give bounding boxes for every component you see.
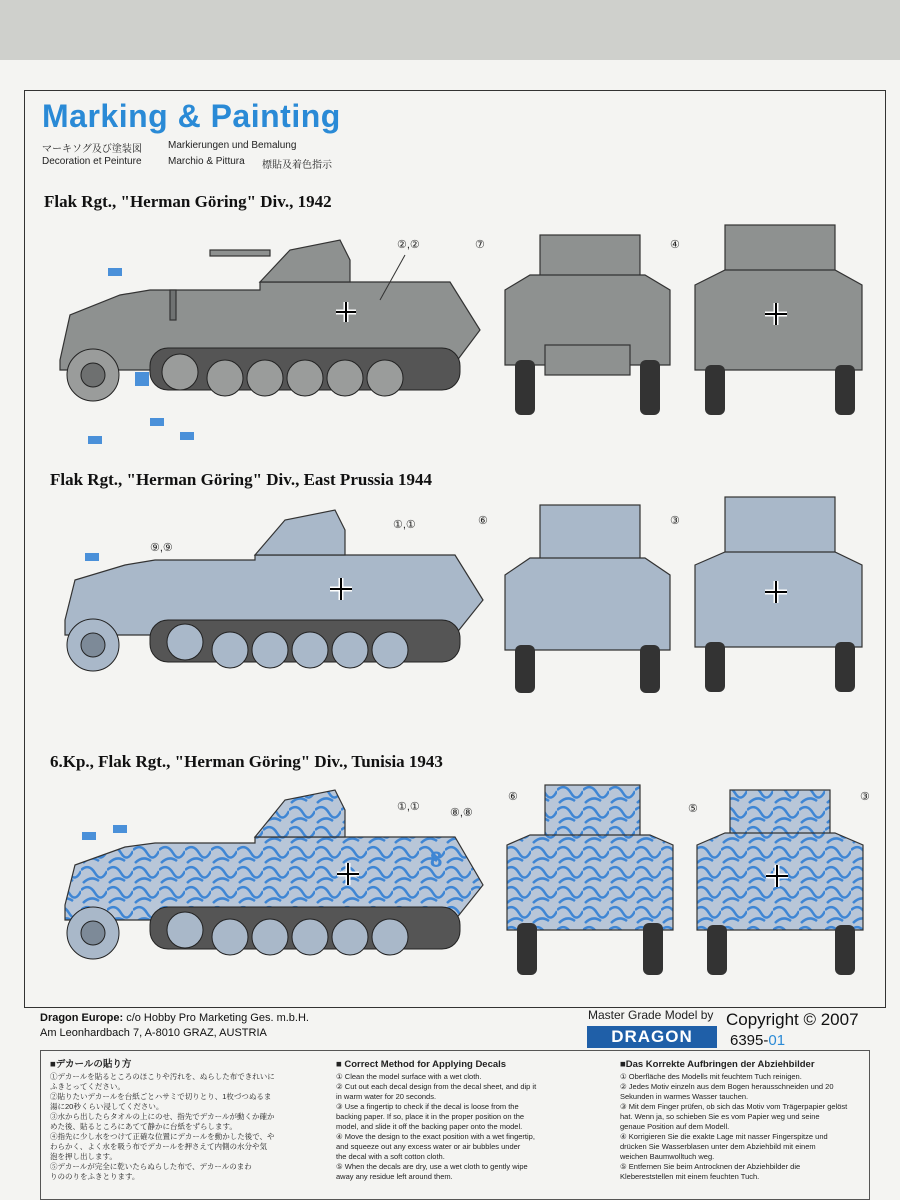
instruction-line: 泡を押し出します。: [50, 1152, 117, 1161]
instruction-line: ④ Korrigieren Sie die exakte Lage mit nasser Fingerspitze und: [620, 1132, 828, 1141]
instruction-line: めた後、貼るところにあてて静かに台紙をずらします。: [50, 1122, 237, 1131]
decal-marker: [108, 268, 122, 276]
variant-1-heading: Flak Rgt., "Herman Göring" Div., 1942: [44, 192, 332, 211]
product-code-suffix: 01: [768, 1032, 786, 1049]
instruction-line: ① Oberfläche des Modells mit feuchtem Tuch reinigen.: [620, 1072, 802, 1081]
instructions-en: [336, 1060, 586, 1182]
instruction-line: ③水から出したらタオルの上にのせ、指先でデカールが動くか確か: [50, 1112, 275, 1121]
svg-text:8: 8: [430, 847, 443, 872]
instruction-line: わらかく、よく水を吸う布でデカールを押さえて内側の水分や気: [50, 1142, 268, 1151]
instructions-ja: [50, 1060, 320, 1182]
callout-decal-1: ①,①: [393, 519, 416, 531]
callout-decal-9: ⑨,⑨: [150, 542, 173, 554]
decal-marker: [180, 432, 194, 440]
instruction-line: drücken Sie Wasserblasen unter dem Abziehbild mit einem: [620, 1142, 816, 1151]
subtitle-ja: マーキソグ及び塗装図: [42, 144, 142, 155]
instruction-line: ふきとってください。: [50, 1082, 125, 1091]
instruction-line: ③ Use a fingertip to check if the decal is loose from the: [336, 1102, 519, 1111]
callout-decal-7: ⑦: [475, 239, 485, 251]
dragon-logo: DRAGON: [587, 1026, 717, 1048]
instruction-line: ③ Mit dem Finger prüfen, ob sich das Motiv vom Trägerpapier gelöst: [620, 1102, 848, 1111]
instruction-line: away any residue left around them.: [336, 1172, 453, 1181]
variant-2-front-view: [500, 500, 675, 695]
subtitle-it: Marchio & Pittura: [168, 156, 245, 167]
instruction-line: 湯に20秒くらい浸してください。: [50, 1102, 164, 1111]
instructions-en-title: ■ Correct Method for Applying Decals: [336, 1059, 507, 1070]
instruction-line: ② Jedes Motiv einzeln aus dem Bogen herausschneiden und 20: [620, 1082, 834, 1091]
instruction-line: ② Cut out each decal design from the decal sheet, and dip it: [336, 1082, 537, 1091]
product-code-main: 6395-: [730, 1032, 769, 1049]
instruction-line: ⑤ Entfernen Sie beim Antrocknen der Abziehbilder die: [620, 1162, 801, 1171]
instruction-line: ①デカールを貼るところのほこりや汚れを、ぬらした布できれいに: [50, 1072, 275, 1081]
callout-decal-6: ⑥: [478, 515, 488, 527]
instruction-line: ④ Move the design to the exact position with a wet fingertip,: [336, 1132, 535, 1141]
variant-3-rear-view: [695, 785, 865, 980]
variant-2-heading: Flak Rgt., "Herman Göring" Div., East Prussia 1944: [50, 470, 433, 489]
instruction-line: and squeeze out any excess water or air bubbles under: [336, 1142, 521, 1151]
instruction-line: the decal with a soft cotton cloth.: [336, 1152, 445, 1161]
callout-decal-6: ⑥: [508, 791, 518, 803]
distributor-name: c/o Hobby Pro Marketing Ges. m.b.H.: [126, 1012, 309, 1024]
callout-decal-4: ④: [670, 239, 680, 251]
variant-1-side-view: [50, 220, 490, 430]
instructions-de-title: ■Das Korrekte Aufbringen der Abziehbilder: [620, 1059, 815, 1070]
instruction-line: hat. Wenn ja, so schieben Sie es vom Papier weg und seine: [620, 1112, 820, 1121]
brand-tagline: Master Grade Model by: [588, 1008, 714, 1022]
subtitle-fr: Decoration et Peinture: [42, 156, 142, 167]
callout-decal-5: ⑤: [688, 803, 698, 815]
instruction-line: ① Clean the model surface with a wet cloth.: [336, 1072, 482, 1081]
instruction-line: ④指先に少し水をつけて正確な位置にデカールを動かした後で、や: [50, 1132, 275, 1141]
decal-marker: [113, 825, 127, 833]
instructions-de: [620, 1060, 860, 1182]
variant-3-side-view: [55, 785, 490, 975]
decal-marker: [150, 418, 164, 426]
copyright: Copyright © 2007: [726, 1010, 859, 1029]
instruction-line: model, and slide it off the backing paper onto the model.: [336, 1122, 523, 1131]
variant-1-front-view: [500, 225, 675, 420]
variant-3-front-view: [505, 785, 675, 980]
instruction-line: backing paper. If so, place it in the proper position on the: [336, 1112, 525, 1121]
subtitle-de: Markierungen und Bemalung: [168, 140, 297, 151]
instruction-line: weichen Baumwolltuch weg.: [620, 1152, 715, 1161]
callout-decal-2: ②,②: [397, 239, 420, 251]
instruction-line: in warm water for 20 seconds.: [336, 1092, 437, 1101]
distributor-address: Am Leonhardbach 7, A-8010 GRAZ, AUSTRIA: [40, 1027, 267, 1039]
variant-3-heading: 6.Kp., Flak Rgt., "Herman Göring" Div., Tunisia 1943: [50, 752, 443, 771]
product-code: [730, 1032, 785, 1049]
callout-decal-1: ①,①: [397, 801, 420, 813]
instruction-line: genaue Position auf dem Modell.: [620, 1122, 730, 1131]
decal-marker: [85, 553, 99, 561]
distributor-label: Dragon Europe:: [40, 1012, 124, 1024]
page-title: Marking & Painting: [42, 98, 341, 134]
instruction-line: ⑤デカールが完全に乾いたらぬらした布で、デカールのまわ: [50, 1162, 252, 1171]
variant-2-rear-view: [690, 497, 865, 695]
callout-decal-3: ③: [670, 515, 680, 527]
instructions-ja-title: ■デカールの貼り方: [50, 1059, 132, 1070]
variant-2-side-view: [55, 500, 490, 690]
variant-1-rear-view: [690, 225, 865, 420]
distributor-line: [40, 1012, 309, 1024]
instruction-line: ⑤ When the decals are dry, use a wet cloth to gently wipe: [336, 1162, 528, 1171]
decal-marker: [88, 436, 102, 444]
instruction-line: ②貼りたいデカールを台紙ごとハサミで切りとり、1枚づつぬるま: [50, 1092, 272, 1101]
subtitle-zh: 標貼及着色指示: [262, 160, 332, 171]
callout-decal-3: ③: [860, 791, 870, 803]
callout-decal-8: ⑧,⑧: [450, 807, 473, 819]
instruction-line: Sekunden in warmes Wasser tauchen.: [620, 1092, 749, 1101]
instruction-line: りののりをふきとります。: [50, 1172, 140, 1181]
instruction-line: Klebereststellen mit einem feuchten Tuch.: [620, 1172, 760, 1181]
decal-marker: [82, 832, 96, 840]
